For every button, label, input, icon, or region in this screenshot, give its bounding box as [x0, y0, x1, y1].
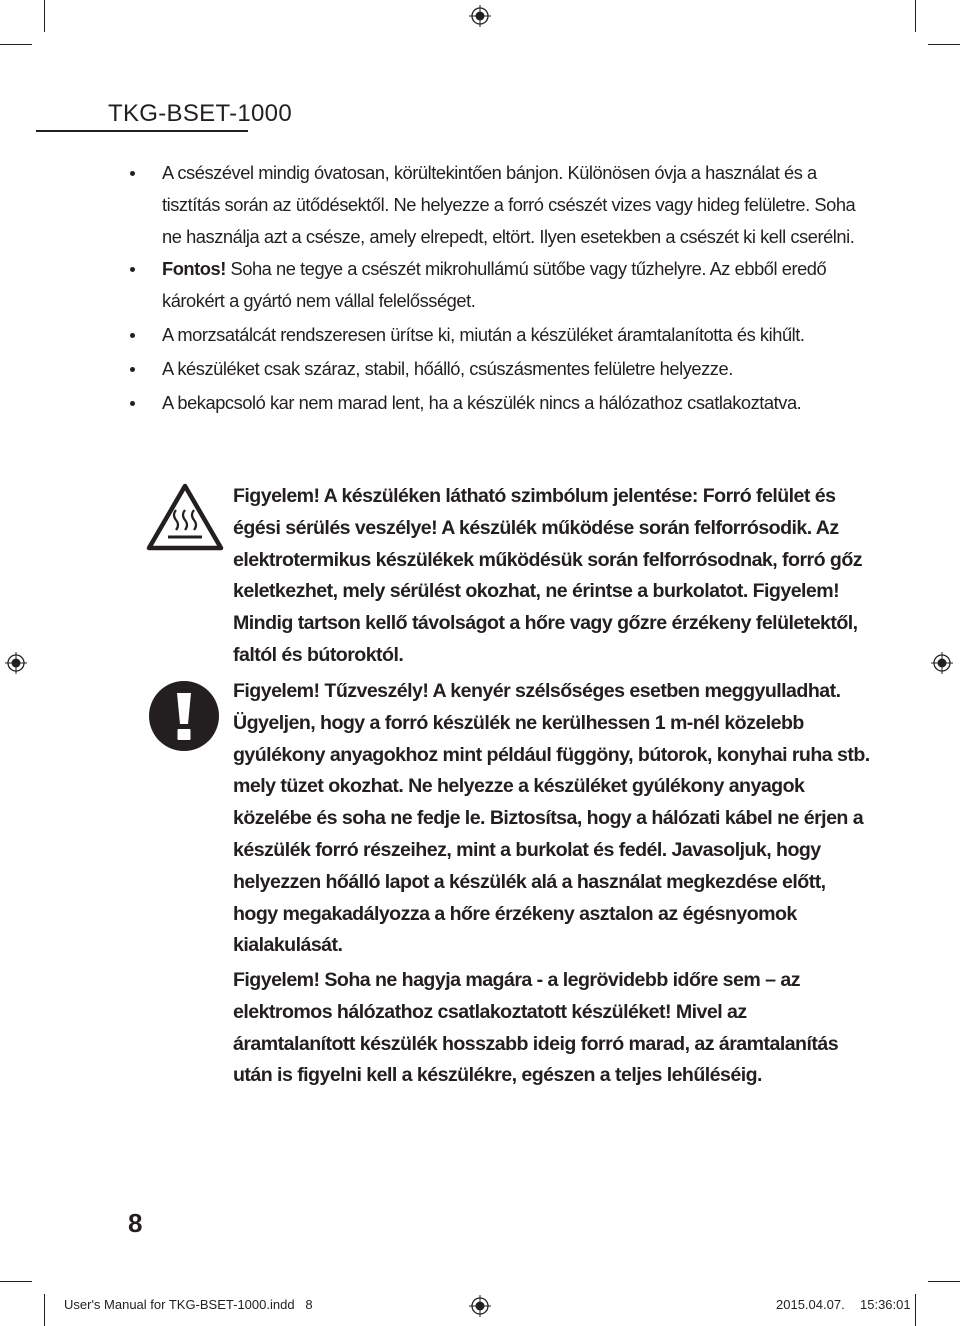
bullet-text: A készüléket csak száraz, stabil, hőálló, csúszásmentes felületre helyezze. — [162, 357, 733, 379]
safety-bullet-list — [120, 157, 860, 419]
hot-surface-warning-icon — [146, 482, 224, 552]
footer-date: 2015.04.07. — [776, 1297, 845, 1312]
crop-mark-bottom-left-v — [44, 1294, 45, 1326]
fire-warning-text: Figyelem! Tűzveszély! A kenyér szélsőséges esetben meggyulladhat. Ügyeljen, hogy a forró készülék ne kerülhessen 1 m-nél közelebb gyúlékony anyagokhoz mint például függöny, bútorok, konyhai ruha stb. mely tüzet okozhat. Ne helyezze a készüléket gyúlékony anyagok közelébe és soha ne fedje le. Biztosítsa, hogy a hálózati kábel ne érjen a készülék forró részeihez, mint a burkolat és fedél. Javasoljuk, hogy helyezzen hőálló lapot a készülék alá a használat megkezdése előtt, hogy megakadályozza a hőre érzékeny asztalon az égésnyomok kialakulását. — [233, 680, 870, 957]
bullet-lead: Fontos! — [162, 258, 226, 280]
list-item — [120, 157, 860, 252]
bullet-text: Soha ne tegye a csészét mikrohullámú sütőbe vagy tűzhelyre. Az ebből eredő károkért a gyártó nem vállal felelősséget. — [162, 258, 827, 312]
registration-mark-icon — [469, 1295, 491, 1317]
footer-file-name: User's Manual for TKG-BSET-1000.indd 8 — [64, 1297, 313, 1312]
list-item — [120, 253, 860, 317]
bullet-text: A csészével mindig óvatosan, körültekintően bánjon. Különösen óvja a használat és a tisztítás során az ütődésektől. Ne helyezze a forró csészét vizes vagy hideg felületre. Soha ne használja azt a csésze, amely elrepedt, eltört. Ilyen esetekben a csészét ki kell cserélni. — [162, 162, 856, 247]
page-number: 8 — [128, 1208, 143, 1238]
bullet-icon — [130, 367, 135, 372]
crop-mark-bottom-right-v — [915, 1294, 916, 1326]
exclamation-warning-icon — [148, 680, 220, 752]
bullet-icon — [130, 171, 135, 176]
bullet-text: A bekapcsoló kar nem marad lent, ha a készülék nincs a hálózathoz csatlakoztatva. — [162, 391, 802, 413]
hot-surface-warning-text: Figyelem! A készüléken látható szimbólum jelentése: Forró felület és égési sérülés veszélye! A készülék működése során felforrósodik. Az elektrotermikus készülékek működésük során felforrósodnak, forró gőz keletkezhet, mely sérülést okozhat, ne érintse a burkolatot. Figyelem! Mindig tartson kellő távolságot a hőre vagy gőzre érzékeny felületektől, faltól és bútoroktól. — [233, 485, 862, 666]
crop-mark-bottom-right-h — [928, 1281, 960, 1282]
header-rule — [36, 130, 248, 132]
bullet-icon — [130, 333, 135, 338]
registration-mark-icon — [5, 652, 27, 674]
bullet-text: A morzsatálcát rendszeresen ürítse ki, miután a készüléket áramtalanította és kihűlt. — [162, 323, 805, 345]
list-item — [120, 387, 860, 419]
list-item — [120, 319, 860, 351]
registration-mark-icon — [469, 5, 491, 27]
crop-mark-top-right-v — [915, 0, 916, 32]
unattended-warning-text: Figyelem! Soha ne hagyja magára - a legrövidebb időre sem – az elektromos hálózathoz csatlakoztatott készüléket! Mivel az áramtalanított készülék hosszabb ideig forró marad, az áramtalanítás után is figyelni kell a készülékre, egészen a teljes lehűléséig. — [233, 969, 839, 1087]
list-item — [120, 353, 860, 385]
document-title: TKG-BSET-1000 — [108, 100, 292, 127]
registration-mark-icon — [931, 652, 953, 674]
bullet-icon — [130, 267, 135, 272]
footer-time: 15:36:01 — [860, 1297, 911, 1312]
crop-mark-top-left-h — [0, 44, 32, 45]
crop-mark-top-right-h — [928, 44, 960, 45]
bullet-icon — [130, 401, 135, 406]
crop-mark-bottom-left-h — [0, 1281, 32, 1282]
crop-mark-top-left-v — [44, 0, 45, 32]
